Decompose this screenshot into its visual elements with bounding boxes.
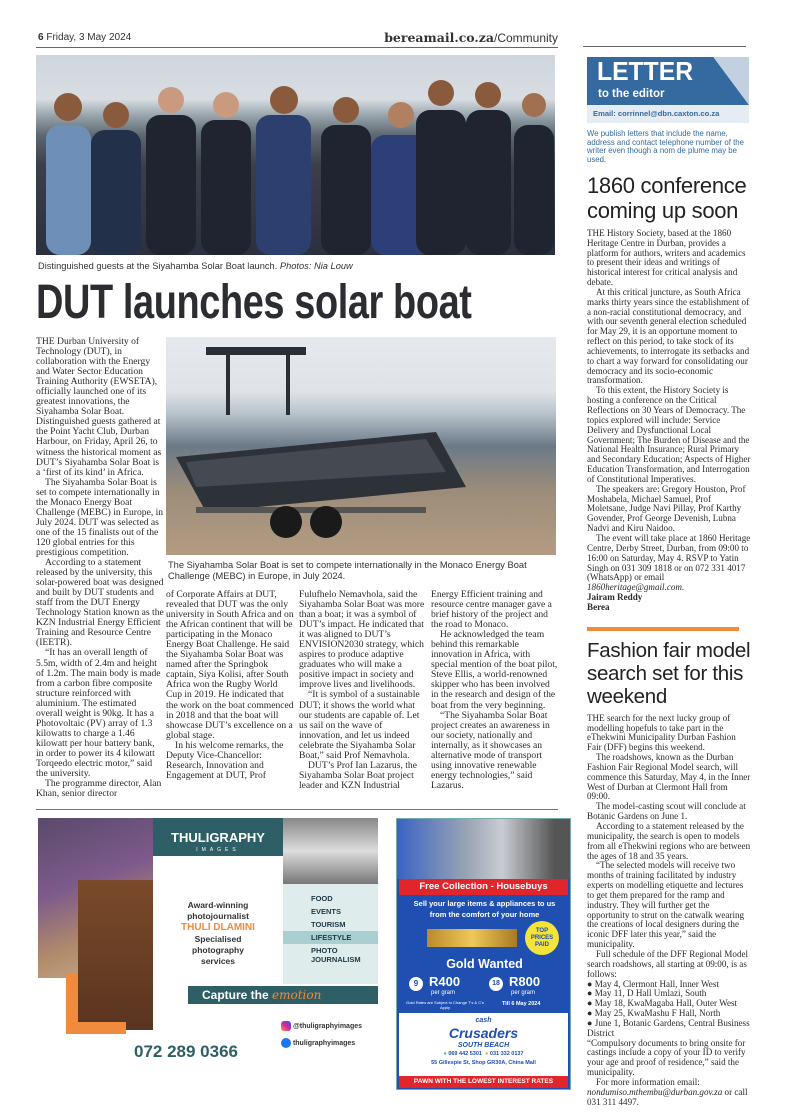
fashion-body	[587, 714, 752, 1108]
article-paragraph: According to a statement released by the university, this solar-powered boat was designed and built by DUT students and staff from the DUT Energy Technology Station known as the KZN Industrial Energy Efficient Training and Resource Centre (IEETR).	[36, 557, 164, 649]
instagram-handle: @thuligraphyimages	[292, 1023, 363, 1031]
phone-icon: ●	[485, 1051, 489, 1058]
per-gram-1: per gram	[431, 990, 456, 997]
instagram-link[interactable]	[281, 1018, 362, 1035]
photo-caption	[38, 261, 558, 272]
schedule-item: ● May 18, KwaMagaba Hall, Outer West	[587, 998, 738, 1009]
portrait-photo	[283, 818, 378, 884]
free-collection-banner: Free Collection - Housebuys	[399, 879, 568, 895]
article-paragraph: “It has an overall length of 5.5m, width of 2.4m and height of 1.2m. The main body is made from a carbon fibre composite structure reinforced with aluminium. The estimated overall weight is 90kg. It has a Photovoltaic (PV) array of 1.3 kilowatts to charge a 1.46 kilowatt per hour battery bank, in order to power its 4 kilowatt Torqeedo electric motor,” said the university.	[36, 647, 161, 780]
social-links	[281, 1018, 362, 1052]
letter-paragraph: To this extent, the History Society is hosting a conference on the Critical Reflections on 30 Years of Democracy. The topics explored will include: Service Delivery and Dysfunctional Local Government; The Burden of Disease and the National Health Insurance; Rural Primary and Secondary Education; Aspects of Higher Education Transformation, and Interrogation of Constitutional Imperatives.	[587, 385, 751, 484]
photographer-name: THULI DLAMINI	[181, 922, 255, 934]
article-paragraph: Fulufhelo Nemavhola, said the Siyahamba Solar Boat was more than a boat; it was a symbol of DUT’s impact. He indicated that it was aligned to DUT’s ENVISION2030 strategy, which aspires to produce adaptive graduates who will make a positive impact in society and improve lives and livelihoods.	[299, 589, 425, 691]
top-prices-badge: TOP PRICES PAID	[525, 921, 559, 955]
fashion-quote: “Compulsory documents to bring onsite for castings include a copy of your ID to verify your age and proof of residence,” said the municipality.	[587, 1037, 746, 1078]
article-column-1	[36, 337, 164, 799]
facebook-icon	[281, 1038, 291, 1048]
letter-paragraph: The event will take place at 1860 Heritage Centre, Derby Street, Durban, from 09:00 to 16:00 on Saturday, May 4. RSVP to Yatin Singh on 031 309 1818 or on 072 331 4017 (WhatsApp) or email	[587, 532, 751, 583]
article-columns-lower	[166, 590, 558, 791]
category-photojournalism: PHOTO JOURNALISM	[311, 946, 361, 965]
branch-name: SOUTH BEACH	[457, 1042, 510, 1050]
brand-small: cash	[475, 1017, 492, 1025]
services-text: Specialised photography services	[192, 934, 244, 967]
fashion-contact	[587, 1078, 752, 1108]
solar-boat-photo	[166, 337, 556, 555]
fine-print: Gold Rates are Subject to Change T's & C's Apply	[406, 1000, 484, 1011]
award-panel	[153, 856, 283, 984]
fashion-paragraph: THE search for the next lucky group of modelling hopefuls to take part in the eThekwini Municipality Durban Fashion Fair (DFF) begins this weekend.	[587, 712, 736, 753]
letter-to-editor-banner	[587, 57, 749, 123]
phone-1: 069 442 5301	[448, 1051, 482, 1058]
letter-paragraph: The speakers are: Gregory Houston, Prof Moshabela, Michael Samuel, Prof Moletsane, Judge Navi Pillay, Prof Karthy Govender, Prof George Devenish, Lubna Nadvi and Kiru Naidoo.	[587, 483, 746, 534]
facebook-link[interactable]	[281, 1035, 362, 1052]
whatsapp-icon: ●	[443, 1051, 447, 1058]
letter-location: Berea	[587, 601, 610, 612]
guests-photo	[36, 55, 555, 255]
schedule-text: May 18, KwaMagaba Hall, Outer West	[594, 998, 738, 1009]
orange-bracket-graphic	[66, 974, 126, 1034]
letter-subtitle: to the editor	[598, 88, 665, 100]
letter-body	[587, 229, 752, 613]
solar-boat-illustration	[166, 337, 556, 555]
schedule-item: ● June 1, Botanic Gardens, Central Business District	[587, 1017, 750, 1038]
schedule-item: ● May 25, KwaMashu F Hall, North	[587, 1008, 721, 1019]
letter-paragraph: At this critical juncture, as South Africa marks thirty years since the establishment of a non-racial constitutional democracy, and with our seventh general election scheduled for May 29, it is an opportune moment to reflect on this period, to take stock of its achievements, to interrogate its setbacks and to chart a way forward for consolidating our democracy and its socio-economic transformation.	[587, 286, 750, 386]
brand-panel	[153, 818, 283, 856]
boat-photo-caption: The Siyahamba Solar Boat is set to compete internationally in the Monaco Energy Boat Challenge (MEBC) in Europe, in July 2024.	[168, 560, 527, 581]
letter-contact-email[interactable]: 1860heritage@gmail.com.	[587, 582, 685, 593]
photo-credit: Photos: Nia Louw	[279, 261, 353, 271]
sell-text: Sell your large items & appliances to us from the comfort of your home	[413, 899, 556, 920]
article-headline: DUT launches solar boat	[36, 276, 472, 329]
site-name: bereamail.co.za	[384, 30, 494, 45]
header-rule	[36, 47, 558, 48]
appliances-photo	[397, 819, 571, 879]
per-gram-2: per gram	[511, 990, 536, 997]
brand-sub: IMAGES	[196, 847, 240, 854]
pawn-banner: PAWN WITH THE LOWEST INTEREST RATES	[399, 1076, 568, 1088]
article-column-2	[166, 590, 295, 781]
letter-paragraph: THE History Society, based at the 1860 Heritage Centre in Durban, provides a platform for authors, writers and academics to present their ideas and writings of historical interest for critical analysis and debate.	[587, 227, 746, 288]
article-paragraph: “The Siyahamba Solar Boat project creates an awareness in our society, nationally and internally, as it showcases an alternative mode of transport using innovative renewable energy technologies,” said Lazarus.	[431, 709, 550, 791]
article-paragraph: In his welcome remarks, the Deputy Vice-Chancellor: Research, Innovation and Engagement at DUT, Prof	[166, 739, 284, 781]
page-folio	[38, 32, 131, 43]
article-paragraph: He acknowledged the team behind this remarkable innovation in Africa, with special mention of the boat pilot, Steve Ellis, a world-renowned skipper who has been involved in the research and design of the boat from the very beginning.	[431, 629, 558, 711]
contact-phone: or call 031 311 4497.	[587, 1086, 748, 1107]
section-name: /Community	[493, 31, 558, 45]
contact-email[interactable]: nondumiso.mthembu@durban.gov.za	[587, 1086, 723, 1097]
article-body	[36, 337, 558, 799]
more-info-label: For more information email:	[596, 1076, 700, 1087]
left-content	[36, 337, 558, 1090]
article-paragraph: The programme director, Alan Khan, senior director	[36, 778, 162, 800]
tagline	[188, 986, 378, 1004]
article-paragraph: DUT’s Prof Ian Lazarus, the Siyahamba Solar Boat project leader and KZN Industrial	[299, 759, 417, 791]
page-number: 6	[38, 32, 44, 43]
letter-headline: 1860 conference coming up soon	[587, 172, 747, 223]
phone-2: 031 332 0137	[489, 1051, 524, 1058]
store-address: 55 Gillespie St, Shop GR30A, China Mall	[431, 1060, 536, 1067]
article-paragraph: The Siyahamba Solar Boat is set to compete internationally in the Monaco Energy Boat Challenge (MEBC) in Europe, in July 2024. DUT was selected as one of the 15 finalists out of the 120 global entries for this prestigious competition.	[36, 476, 164, 558]
article-right-block	[166, 337, 558, 791]
thuligraphy-ad[interactable]	[38, 818, 378, 1080]
schedule-text: May 4, Clermont Hall, Inner West	[594, 978, 719, 989]
right-column	[587, 57, 752, 1107]
article-column-3	[299, 590, 427, 791]
fashion-headline: Fashion fair model search set for this weekend	[587, 638, 751, 708]
offer-until: Till 6 May 2024	[502, 1001, 541, 1008]
category-tourism: TOURISM	[311, 920, 346, 930]
price-9-carat: R400	[429, 974, 461, 990]
issue-date: Friday, 3 May 2024	[46, 32, 132, 43]
ad-phone: 072 289 0366	[134, 1042, 238, 1062]
facebook-handle: thuligraphyimages	[292, 1040, 356, 1048]
section-header	[300, 30, 558, 45]
cash-crusaders-ad[interactable]	[396, 818, 571, 1090]
brand-name: THULIGRAPHY	[171, 830, 265, 846]
letter-policy-note: We publish letters that include the name, address and contact telephone number of the writer even though a nom de plume may be used.	[587, 129, 744, 165]
article-paragraph: Energy Efficient training and resource centre manager gave a brief history of the project and the road to Monaco.	[431, 589, 552, 631]
tagline-text: Capture the	[202, 988, 269, 1003]
brand-name: Crusaders	[448, 1025, 519, 1042]
fashion-paragraph: The roadshows, known as the Durban Fashion Fair Regional Model search, will commence this Saturday, May 4, in the Inner West of Durban at Clermont Hall from 09:00.	[587, 752, 751, 802]
fashion-paragraph: According to a statement released by the municipality, the search is open to models from all eThekwini regions who are between the ages of 18 and 35 years.	[587, 821, 751, 861]
carat-18-badge: 18	[489, 977, 503, 991]
ads-row	[36, 818, 558, 1090]
price-18-carat: R800	[509, 974, 541, 990]
schedule-text: May 25, KwaMashu F Hall, North	[594, 1008, 721, 1019]
schedule-text: May 11, D Hall Umlazi, South	[594, 988, 707, 999]
brand-area	[399, 1013, 568, 1076]
contact-numbers	[399, 1050, 568, 1059]
category-food: FOOD	[311, 894, 333, 904]
caption-text: Distinguished guests at the Siyahamba Solar Boat launch.	[38, 261, 278, 271]
article-column-4	[431, 590, 558, 791]
ads-divider	[36, 809, 558, 810]
letter-email[interactable]: Email: corrinnel@dbn.caxton.co.za	[593, 109, 720, 118]
gold-wanted-title: Gold Wanted	[446, 957, 523, 972]
category-events: EVENTS	[311, 907, 342, 917]
carat-9-badge: 9	[409, 977, 423, 991]
schedule-item: ● May 11, D Hall Umlazi, South	[587, 988, 707, 999]
fashion-paragraph: The model-casting scout will conclude at Botanic Gardens on June 1.	[587, 801, 746, 822]
article-paragraph: of Corporate Affairs at DUT, revealed that DUT was the only university in South Africa and on the African continent that will be participating in the Monaco Energy Boat Challenge. He said the Siyahamba Solar Boat was named after the Springbok captain, Siya Kolisi, after South Africa won the Rugby World Cup in 2019. He indicated that the work on the boat commenced in 2018 and that the boat will showcase DUT’s excellence on a global stage.	[166, 589, 294, 741]
categories-panel	[283, 884, 378, 984]
instagram-icon	[281, 1021, 291, 1031]
fashion-paragraph: “The selected models will receive two months of training facilitated by industry experts on modelling etiquette and lectures to get them prepared for the ramp and industry. They will further get the opportunity to strut on the catwalk wearing the creations of local designers during the iconic DFF later this year,” said the municipality.	[587, 860, 745, 950]
fashion-paragraph: Full schedule of the DFF Regional Model search roadshows, all starting at 09:00, is as follows:	[587, 948, 749, 979]
article-paragraph: “It is symbol of a sustainable DUT; it shows the world what our students are capable of. Let us sail on the wave of innovation, and let us indeed celebrate the Siyahamba Solar Boat,” said Prof Nemavhola.	[299, 689, 420, 761]
award-line1: Award-winning	[187, 900, 249, 911]
guests-photo-figures	[36, 55, 555, 255]
schedule-text: June 1, Botanic Gardens, Central Business District	[587, 1017, 750, 1038]
article-paragraph: THE Durban University of Technology (DUT), in collaboration with the Energy and Water Sector Education Training Authority (EWSETA), officially launched one of its greatest innovations, the Siyahamba Solar Boat. Distinguished guests gathered at the Point Yacht Club, Durban Harbour, on Friday, April 26, to witness the historical moment as DUT’s Siyahamba Solar Boat is a ‘first of its kind’ in Africa.	[36, 336, 162, 478]
tagline-script: emotion	[272, 988, 322, 1003]
header-rule-right	[583, 46, 746, 47]
gold-jewellery-image	[427, 929, 517, 947]
orange-divider	[587, 627, 739, 631]
letter-title: LETTER	[597, 56, 694, 86]
award-line2: photojournalist	[187, 911, 249, 922]
schedule-item: ● May 4, Clermont Hall, Inner West	[587, 978, 719, 989]
category-lifestyle: LIFESTYLE	[283, 931, 378, 944]
letter-author: Jairam Reddy	[587, 592, 643, 603]
